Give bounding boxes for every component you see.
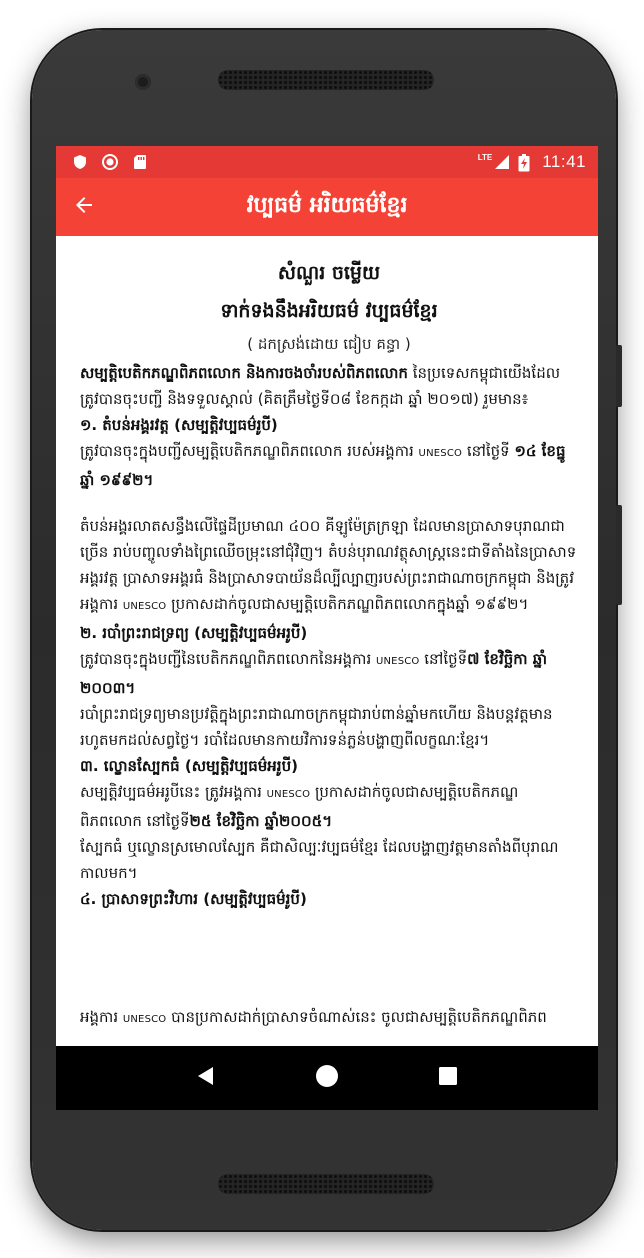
section-2-description: របាំព្រះរាជទ្រព្យមានប្រវត្តិក្នុងព្រះរាជាណាចក្រកម្ពុជារាប់ពាន់ឆ្នាំមកហើយ និងបន្តវត្តមានរហូតមកដល់សព្វថ្ងៃ។ របាំដែលមានកាយវិការទន់ភ្លន់បង្ហាញពីលក្ខណៈខ្មែរ។ <box>80 705 553 749</box>
section-1-description: តំបន់អង្គរលាតសន្ធឹងលើផ្ទៃដីប្រមាណ ៤០០ គីឡូម៉ែត្រក្រឡា ដែលមានប្រាសាទបុរាណជាច្រើន រាប់បញ្ចូលទាំងព្រៃឈើចម្រុះនៅជុំវិញ។ តំបន់បុរាណវត្ថុសាស្ត្រនេះជាទីតាំងនៃប្រាសាទអង្គរវត្ត ប្រាសាទអង្គរធំ និងប្រាសាទបាយ័នដ៏ល្បីល្បាញរបស់ព្រះរាជាណាចក្រកម្ពុជា និងត្រូវអង្គការ UNESCO ប្រកាសដាក់ចូលជាសម្បត្តិបេតិកភណ្ឌពិភពលោកក្នុងឆ្នាំ ១៩៩២។ <box>80 517 577 613</box>
status-bar <box>56 146 598 178</box>
unesco-label: UNESCO <box>418 448 463 459</box>
section-3-description: ស្បែកធំ ឬល្ខោនស្រមោលស្បែក គឺជាសិល្បៈវប្បធម៌ខ្មែរ ដែលបង្ហាញវត្តមានតាំងពីបុរាណកាលមក។ <box>80 838 559 882</box>
unesco-label: UNESCO <box>122 601 167 612</box>
nav-recents-square-icon <box>438 1066 458 1090</box>
section-1-heading: ១. តំបន់អង្គរវត្ត (សម្បត្តិវប្បធម៌រូបី) <box>80 416 278 434</box>
intro-text: នៃប្រទេសកម្ពុជាយើងដែលត្រូវបានចុះបញ្ជី និងទទួលស្គាល់ (គិតត្រឹមថ្ងៃទី០៨ ខែកក្កដា ឆ្នាំ ២០១៧) រួមមាន៖ <box>80 364 560 408</box>
section-2-listing: ត្រូវបានចុះក្នុងបញ្ជីនៃបេតិកភណ្ឌពិភពលោកនៃអង្គការ UNESCO នៅថ្ងៃទី៧ ខែវិច្ឆិកា ឆ្នាំ ២០០៣។ <box>80 650 548 697</box>
section-4-heading: ៤. ប្រាសាទព្រះវិហារ (សម្បត្តិវប្បធម៌រូបី) <box>80 890 307 908</box>
nav-back-triangle-icon <box>195 1065 217 1091</box>
nav-home-button[interactable] <box>307 1058 347 1098</box>
top-speaker <box>218 70 434 90</box>
intro-paragraph <box>80 360 578 412</box>
article-title-line2: ទាក់ទងនឹងអរិយធម៌ វប្បធម៌ខ្មែរ <box>220 300 438 322</box>
section-2-heading: ២. របាំព្រះរាជទ្រព្យ (សម្បត្តិវប្បធម៌អរូបី) <box>80 624 308 642</box>
network-type-label: LTE <box>477 152 493 162</box>
record-icon <box>102 154 118 170</box>
power-button <box>616 505 622 605</box>
unesco-label: UNESCO <box>122 1014 167 1025</box>
nav-home-circle-icon <box>315 1064 339 1092</box>
sd-card-icon <box>132 154 148 170</box>
app-title: វប្បធម៌ អរិយធម៌ខ្មែរ <box>246 193 408 218</box>
battery-charging-icon <box>518 154 534 170</box>
article-content[interactable] <box>56 236 598 1052</box>
arrow-back-icon <box>72 193 96 221</box>
signal-icon <box>494 154 510 170</box>
intro-bold: សម្បត្តិបេតិកភណ្ឌពិភពលោក និងការចងចាំរបស់ពិភពលោក <box>80 364 408 382</box>
app-bar <box>56 178 598 236</box>
nav-recents-button[interactable] <box>428 1058 468 1098</box>
section-3-heading: ៣. ល្ខោនស្បែកធំ (សម្បត្តិវប្បធម៌អរូបី) <box>80 757 298 775</box>
front-camera <box>135 74 151 90</box>
screen <box>56 146 598 1110</box>
shield-icon <box>72 154 88 170</box>
article-byline: ( ដកស្រង់ដោយ ជៀប គន្ធា ) <box>247 335 411 353</box>
section-2-date: ៧ ខែវិច្ឆិកា ឆ្នាំ ២០០៣។ <box>80 650 548 697</box>
section-4-listing: អង្គការ UNESCO បានប្រកាសដាក់ប្រាសាទចំណាស់នេះ ចូលជាសម្បត្តិបេតិកភណ្ឌពិភព <box>80 1008 547 1026</box>
navigation-bar <box>56 1046 598 1110</box>
section-3-date: ២៥ ខែវិច្ឆិកា ឆ្នាំ២០០៥។ <box>189 812 333 830</box>
volume-button <box>616 345 622 407</box>
back-button[interactable] <box>56 178 112 236</box>
section-1-listing: ត្រូវបានចុះក្នុងបញ្ជីសម្បត្តិបេតិកភណ្ឌពិភពលោក របស់អង្គការ UNESCO នៅថ្ងៃទី ១៤ ខែធ្នូ ឆ្នាំ ១៩៩២។ <box>80 442 566 489</box>
section-1-date: ១៤ ខែធ្នូ ឆ្នាំ ១៩៩២។ <box>80 442 566 489</box>
clock: 11:41 <box>542 152 586 171</box>
bottom-speaker <box>218 1174 434 1194</box>
unesco-label: UNESCO <box>266 789 311 800</box>
nav-back-button[interactable] <box>186 1058 226 1098</box>
unesco-label: UNESCO <box>375 656 420 667</box>
section-3-listing: សម្បត្តិវប្បធម៌អរូបីនេះ ត្រូវអង្គការ UNESCO ប្រកាសដាក់ចូលជាសម្បត្តិបេតិកភណ្ឌពិភពលោក នៅថ្ងៃទី២៥ ខែវិច្ឆិកា ឆ្នាំ២០០៥។ <box>80 783 519 830</box>
article-title-line1: សំណួរ ចម្លើយ <box>277 262 381 284</box>
